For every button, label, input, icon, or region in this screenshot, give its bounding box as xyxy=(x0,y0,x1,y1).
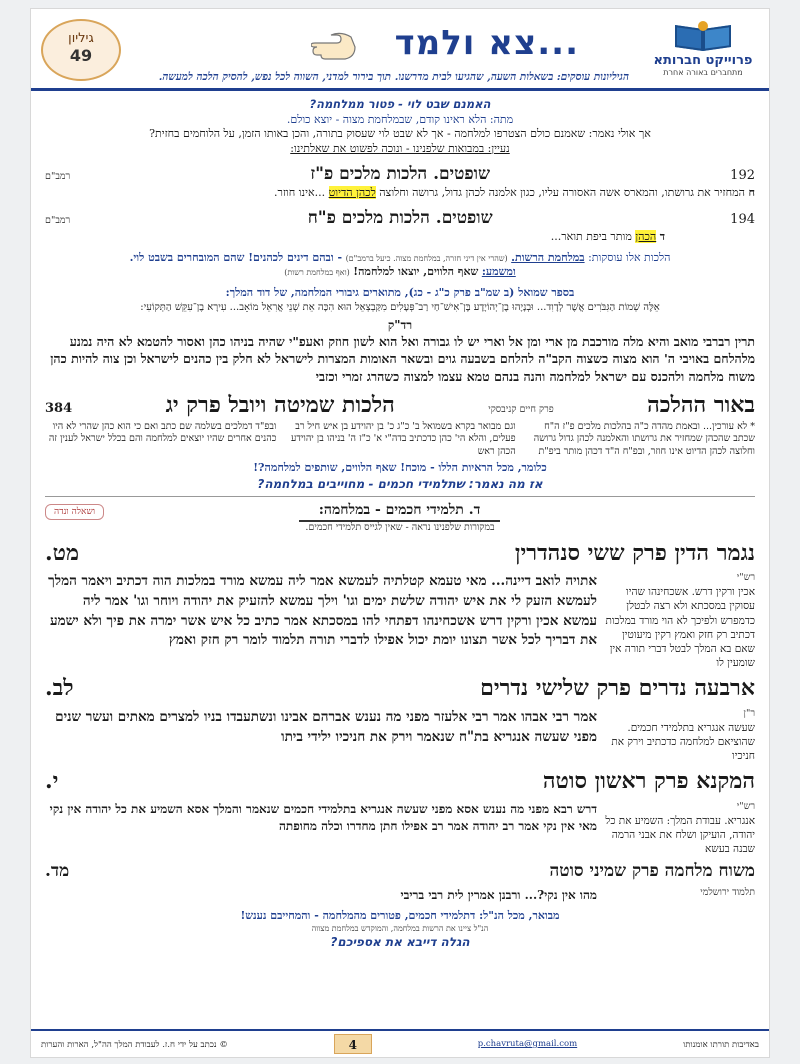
summary-l2b: שאף הלווים, יוצאו למלחמה! xyxy=(353,265,479,279)
summary-l1a: הלכות אלו עוסקות: xyxy=(588,250,671,264)
gmara3-side-label: רש"י xyxy=(736,801,755,813)
rambam2-highlight: הכהן xyxy=(635,229,657,243)
logo-subtitle: מתחברים באורה אחרת xyxy=(663,68,743,77)
summary-line2 xyxy=(45,265,755,280)
biur-title: הלכות שמיטה ויובל פרק יג xyxy=(165,392,395,419)
gmara2-text: אמר רבי אבהו אמר רבי אלעזר מפני מה נענש אברהם אבינו ונשתעבדו בניו למצרים מאתים ועשר שנים מפני שעשה אנגריא בת"ח שנאמר וירק את חניכיו ילידי ביתו xyxy=(55,709,597,745)
final-conclusion: מבואר, מכל הנ"ל: דתלמידי חכמים, פטורים מהמלחמה - והמחייבם נענש! xyxy=(240,908,560,922)
summary-line1 xyxy=(45,251,755,266)
section1-line3: נעיין: במבואות שלפנינו - ונוכה לפשוט את שאלתינו: xyxy=(290,142,510,156)
biur-author: פרק חיים קניבסקי xyxy=(488,404,554,416)
gmara3-header xyxy=(45,767,755,797)
gmara3-page: י. xyxy=(45,768,59,795)
header xyxy=(31,9,769,91)
footer xyxy=(31,1029,769,1057)
issue-label: גיליון xyxy=(68,31,94,46)
rambam2-text-post: מותר ביפת תואר... xyxy=(550,229,632,243)
summary-l1c: (שהרי אין דיני חזרה, במלחמת מצוה. כיעל ברמב"ם) xyxy=(345,253,508,263)
pointing-hand-icon xyxy=(311,29,359,63)
gmara3-block xyxy=(45,801,755,856)
biur-col3: ובפ"ד דמלכים בשלמה שם כתב ואם כי הוא כהן שהרי לא היו כהנים אחרים שהיו יוצאים למלחמה והם בכלל ישראל לענין זה xyxy=(48,421,277,445)
rambam1-tag: רמב"ם xyxy=(45,171,71,183)
section2-title: תלמידי חכמים - במלחמה: xyxy=(318,502,464,519)
biur-label: באור ההלכה xyxy=(647,392,755,419)
biur-question: אז מה נאמר: שתלמידי חכמים - מחוייבים במלחמה? xyxy=(257,476,543,491)
summary-l1b: במלחמת הרשות. xyxy=(511,250,585,264)
divider xyxy=(45,496,755,497)
gmara4-text: מהו אין נקי?... ורבנן אמרין לית רבי בריבי xyxy=(400,888,597,903)
gmara1-side-text: אכין ורקין דרש. אשכחינהו שהיו עסוקין במסכתא ולא רצה לבטלן כדמפרש ולפיכך לא הוי מורד במלכות דכתיב רק חזק ואמץ רקין מיעוטין שאם בא המלך לבטל דברי תורה אין שומעין לו xyxy=(605,586,755,670)
book-icon xyxy=(673,21,733,51)
section1-line1: מתה: הלא ראינו קודם, שבמלחמת מצוה - יוצא כולם. xyxy=(286,112,514,126)
section1-line2: אך אולי נאמר: שאמנם כולם הצטרפו למלחמה - אך לא שבט לוי שעסוק בתורה, והכן באותו הזמן, על הלוחמים בחזית? xyxy=(149,127,651,141)
gmara4-page: מד. xyxy=(45,861,70,882)
gmara3-side-text: אנגריא. עבודת המלך: השמיע את כל יהודה, הועיקן ושלח את אבני הרמה שבנה בעשא xyxy=(605,814,755,856)
rambam-header-1 xyxy=(45,163,755,186)
gmara2-page: לב. xyxy=(45,675,74,702)
section1-heading: האמנם שבט לוי - פטור ממלחמה? xyxy=(309,97,491,111)
footer-credit: באדיבות תורתו אומנותו xyxy=(683,1039,759,1050)
rambam1-letter: ח xyxy=(748,185,755,199)
page-number: 4 xyxy=(334,1034,372,1054)
rambam2-title: שופטים. הלכות מלכים פ"ח xyxy=(307,207,493,228)
logo-name: פרוייקט חברותא xyxy=(653,53,753,68)
shmuel-verse: אֵלֶּה שְׁמוֹת הַגִּבֹּרִים אֲשֶׁר לְדָוִד... וּבְנָיָהוּ בֶן־יְהוֹיָדָע בֶּן־אִישׁ־חַי רַב־פְּעָלִים מִקַּבְצְאֵל הוּא הִכָּה אֵת שְׁנֵי אֲרִאֵל מוֹאָב... עִירָא בֶן־עִקֵּשׁ הַתְּקוֹעִי: xyxy=(140,302,660,314)
summary-l2c: (ואף במלחמת רשות) xyxy=(284,268,350,278)
gmara4-header xyxy=(45,860,755,883)
rambam2-number: 194 xyxy=(730,211,755,227)
gmara3-title: המקנא פרק ראשון סוטה xyxy=(542,768,755,795)
gmara3-side xyxy=(605,801,755,856)
section2-label: ד. xyxy=(468,502,481,519)
biur-col2: וגם מבואר בקרא בשמואל ב' כ"ג כ' בן יהוידע בן איש חיל רב פעלים, והלא הי' כהן כדכתיב בדה"י א' כ"ז ה' בניהו בן יהוידע הכהן ראש xyxy=(290,421,516,457)
gmara2-side-label: ר"ן xyxy=(743,708,755,719)
footer-email[interactable]: p.chavruta@gmail.com xyxy=(477,1039,578,1049)
gmara4-title: משוח מלחמה פרק שמיני סוטה xyxy=(549,861,755,882)
gmara1-header xyxy=(45,539,755,569)
rambam1-text-post: ...אינו חוזר. xyxy=(273,185,326,199)
section2-heading xyxy=(299,501,501,522)
section2-tag: ושאלה ונדה xyxy=(45,504,104,520)
biur-columns xyxy=(45,421,755,458)
rambam1-text-pre: המחזיר את גרושתו, והמארס אשה האסורה עליו, כגון אלמנה לכהן גדול, גרושה וחלוצה xyxy=(379,185,745,199)
biur-conclusion: כלומר, מכל הראיות הללו - מוכח! שאף הלווים, שותפים למלחמה?! xyxy=(253,461,547,475)
summary-l2a: ומשמע: xyxy=(481,265,516,279)
gmara1-side-label: רש"י xyxy=(736,572,755,584)
section2-sub: במקורות שלפנינו נראה - שאין לגייס תלמידי חכמים. xyxy=(305,521,495,533)
rambam2-letter: ד xyxy=(659,229,665,243)
footer-copyright: © נכתב על ידי ח.ז. לעבודת המלך הה"ל, הארות והערות xyxy=(41,1039,228,1050)
shmuel-intro: בספר שמואל (ב שמ"ב פרק כ"ג - כג), מתוארים גיבורי המלחמה, של דוד המלך: xyxy=(225,286,575,300)
biur-header xyxy=(45,391,755,421)
rambam1-highlight: לכהן הדיוט xyxy=(328,185,376,199)
gmara1-side xyxy=(605,572,755,670)
gmara2-side-text: שעשה אנגריא בתלמידי חכמים. שהוציאם למלחמה כדכתיב וירק את חניכיו xyxy=(611,721,755,763)
gmara4-block xyxy=(45,887,755,904)
rambam-header-2 xyxy=(45,207,755,230)
summary-l1d: - ובהם דינים לכהנים! שהם המובחרים בשבט לוי. xyxy=(129,250,343,264)
gmara1-title: נגמר הדין פרק ששי סנהדרין xyxy=(514,539,755,566)
gmara1-text: אתויה לואב דיינה... מאי טעמא קטלתיה לעמשא אמר ליה עמשא מורד במלכות הוה דכתיב ויאמר המלך לעמשא הזעק לי את איש יהודה שלשת ימים וגו' וילך עמשא להזעיק את יהודה ויוחר וגו' אמר ליה עמשא אכין ורקין דרש אשכחינהו דפתחי להו במסכתא אמר כתיב כל איש אשר ימרה את פיך ולא ישמע את דבריך לכל אשר תצונו יומת יכול אפילו לדברי תורה תלמוד לומר רק חזק ואמץ xyxy=(48,573,597,649)
project-logo xyxy=(649,21,757,87)
biur-col1: * לא עורכין... ובאמת מהדה כ"ה בהלכות מלכים פ"ז ה"ח שכתב שהכהן שמחזיר את גרושתו והאלמנה לכהן גדול גרושה וחלוצה לכהן הדיוט אינו חוזר, ובפ"ח ה"ד דכהן מותר ביפ"ת xyxy=(533,421,755,457)
gmara4-side-label: תלמוד ירושלמי xyxy=(700,887,755,899)
gmara1-page: מט. xyxy=(45,539,79,566)
section2-header xyxy=(45,501,755,522)
final-question: הגלה דייבא את אספיכם? xyxy=(330,935,470,950)
rambam1-title: שופטים. הלכות מלכים פ"ז xyxy=(310,164,491,185)
gmara3-text: דרש רבא מפני מה נענש אסא מפני שעשה אנגריא בתלמידי חכמים שנאמר והמלך אסא השמיע את כל יהודה אין נקי מאי אין נקי אמר רב יהודה אמר רב אפילו חתן מחדרו וכלה מחופתה xyxy=(49,802,597,834)
radak-text: תרין רברבי מואב והיא מלה מורכבת מן ארי ומן אל וארי יש לו גבורה ואל הוא לשון חוזק ואעפ"י שהיה בניהו כהן ואסור להטמא לא היה נמנע מלהלחם באויבי ה' הוא מצוה כשצוה הקב"ה להלחם בשבעה גוים ובשאר האומות המצרות לישראל לא חלק בין כהנים לישראל וכן צוה להיות כהן משוח מלחמה ולהכנס עם ישראל למלחמה והנה בנהם טמא עצמו למצוה כשהרג זמרי וכזבי xyxy=(50,333,755,384)
gmara2-header xyxy=(45,674,755,704)
page-title: ...צא ולמד xyxy=(394,23,579,63)
gmara2-side xyxy=(605,708,755,763)
gmara1-block xyxy=(45,572,755,670)
gmara4-side xyxy=(605,887,755,904)
issue-badge xyxy=(41,19,121,81)
rambam2-text xyxy=(45,230,755,245)
rambam1-number: 192 xyxy=(730,168,755,184)
biur-number: 384 xyxy=(45,401,73,417)
rambam1-text xyxy=(45,186,755,201)
worksheet-page xyxy=(30,8,770,1058)
header-subtitle: הגיליונות עוסקים: בשאלות השעה, שהגיעו לבית מדרשנו. תוך בירור למדני, השווה לכל נפש, להסיק הלכה למעשה. xyxy=(158,71,629,83)
gmara2-title: ארבעה נדרים פרק שלישי נדרים xyxy=(480,675,755,702)
final-note: הנ"ל ציינו את הרשות במלחמה, והמוקדש במלחמת מצווה xyxy=(311,923,489,933)
issue-number: 49 xyxy=(69,46,93,65)
rambam2-tag: רמב"ם xyxy=(45,214,71,226)
gmara2-block xyxy=(45,708,755,763)
radak-label: רד"ק xyxy=(387,317,413,332)
